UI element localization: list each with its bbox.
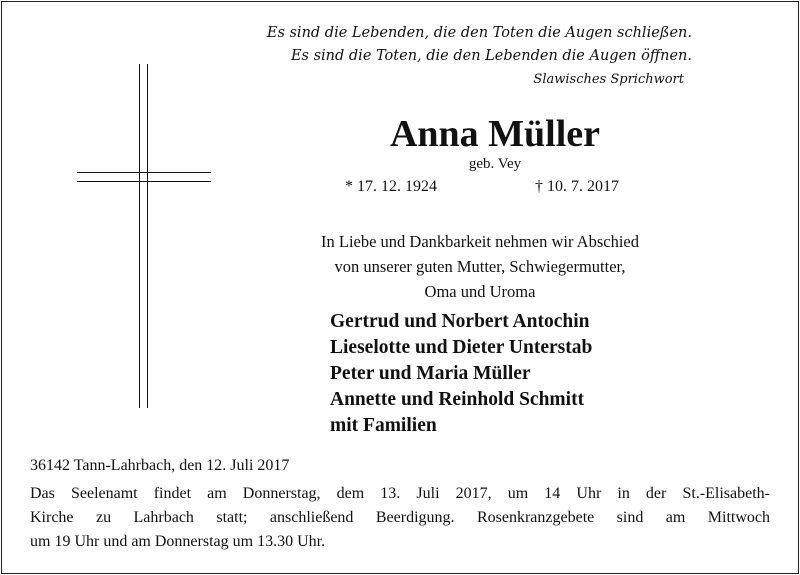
death-date: † 10. 7. 2017: [535, 178, 619, 195]
quote-source: Slawisches Sprichwort: [533, 72, 684, 87]
mourner-item: Gertrud und Norbert Antochin: [330, 311, 590, 332]
farewell-line: Oma und Uroma: [424, 282, 536, 301]
mourner-item: Annette und Reinhold Schmitt: [330, 389, 585, 410]
farewell-text: [250, 229, 710, 304]
mourner-item: Lieselotte und Dieter Unterstab: [330, 337, 593, 358]
notice-line: um 19 Uhr und am Donnerstag um 13.30 Uhr.: [30, 533, 326, 550]
mourners-list: [330, 309, 592, 439]
mourner-item: Peter und Maria Müller: [330, 363, 531, 384]
notice-line: Kirche zu Lahrbach statt; anschließend Beerdigung. Rosenkranzgebete sind am Mittwoch: [30, 509, 770, 526]
notice-line: Das Seelenamt findet am Donnerstag, dem 13. Juli 2017, um 14 Uhr in der St.-Elisabeth-: [30, 485, 770, 502]
quote-line-1: Es sind die Lebenden, die den Toten die Augen schließen.: [266, 25, 692, 41]
farewell-line: von unserer guten Mutter, Schwiegermutter,: [334, 257, 626, 276]
born-name: geb. Vey: [468, 156, 522, 172]
birth-date: * 17. 12. 1924: [345, 178, 437, 195]
service-notice: [30, 482, 770, 554]
farewell-line: In Liebe und Dankbarkeit nehmen wir Abschied: [321, 232, 639, 251]
deceased-name: Anna Müller: [389, 113, 601, 155]
place-date: 36142 Tann-Lahrbach, den 12. Juli 2017: [30, 457, 290, 474]
quote: [172, 22, 692, 68]
quote-line-2: Es sind die Toten, die den Lebenden die Augen öffnen.: [290, 48, 692, 64]
mourner-item: mit Familien: [330, 415, 437, 436]
